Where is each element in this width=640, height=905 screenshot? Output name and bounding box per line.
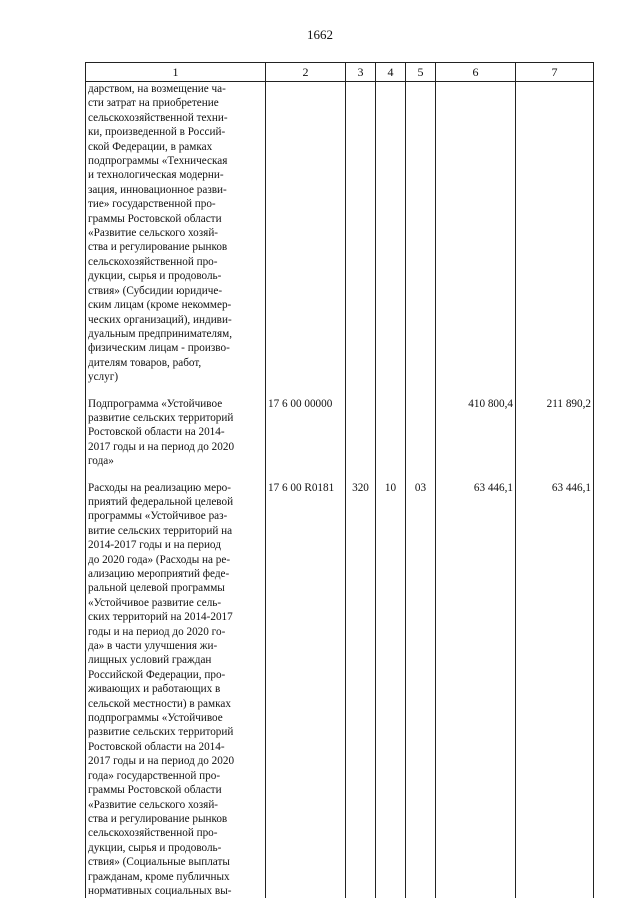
cell-expense-type <box>346 82 376 385</box>
spacer-cell <box>516 469 594 481</box>
table-row <box>86 397 594 469</box>
table-body <box>86 82 594 899</box>
spacer-cell <box>266 385 346 397</box>
cell-amount-plan: 63 446,1 <box>436 481 516 899</box>
name-line: дукции, сырья и продоволь- <box>88 270 222 283</box>
column-header-4: 4 <box>376 63 406 82</box>
name-line: «Развитие сельского хозяй- <box>88 798 219 811</box>
spacer-cell <box>436 385 516 397</box>
name-line: Ростовской области на 2014- <box>88 426 225 439</box>
spacer-cell <box>346 469 376 481</box>
spacer-cell <box>516 385 594 397</box>
name-line: развитие сельских территорий <box>88 411 234 424</box>
name-line: дарством, на возмещение ча- <box>88 83 226 95</box>
name-line: сти затрат на приобретение <box>88 97 219 110</box>
name-line: ства и регулирование рынков <box>88 812 228 825</box>
cell-name <box>86 82 266 385</box>
name-line: «Устойчивое развитие сель- <box>88 596 222 609</box>
spacer-cell <box>406 385 436 397</box>
name-line: дукции, сырья и продоволь- <box>88 841 222 854</box>
name-line: 2017 годы и на период до 2020 <box>88 755 235 768</box>
name-line: подпрограммы «Техническая <box>88 155 228 168</box>
spacer-cell <box>436 469 516 481</box>
spacer-cell <box>406 469 436 481</box>
page-number: 1662 <box>307 27 333 42</box>
name-line: нормативных социальных вы- <box>88 884 232 897</box>
name-line: 2014-2017 годы и на период <box>88 539 221 552</box>
name-line: да» в части улучшения жи- <box>88 640 218 653</box>
name-line: до 2020 года» (Расходы на ре- <box>88 553 231 566</box>
cell-subsection <box>406 82 436 385</box>
cell-expense-type <box>346 397 376 469</box>
name-line: живающих и работающих в <box>88 683 221 696</box>
name-line: витие сельских территорий на <box>88 524 233 537</box>
name-line: и технологическая модерни- <box>88 169 224 182</box>
cell-amount-actual: 211 890,2 <box>516 397 594 469</box>
cell-target-code: 17 6 00 00000 <box>266 397 346 469</box>
name-line: развитие сельских территорий <box>88 726 234 739</box>
table-row <box>86 82 594 385</box>
name-line: ским лицам (кроме некоммер- <box>88 299 232 312</box>
name-line: «Развитие сельского хозяй- <box>88 227 219 240</box>
name-line: сельскохозяйственной техни- <box>88 111 228 124</box>
name-line: сельскохозяйственной про- <box>88 255 218 268</box>
name-line: тие» государственной про- <box>88 198 216 211</box>
cell-amount-plan <box>436 82 516 385</box>
column-header-3: 3 <box>346 63 376 82</box>
name-line: года» государственной про- <box>88 769 221 782</box>
cell-subsection <box>406 397 436 469</box>
header-row <box>86 63 594 82</box>
spacer-cell <box>346 385 376 397</box>
name-line: Ростовской области на 2014- <box>88 740 225 753</box>
cell-subsection: 03 <box>406 481 436 899</box>
name-line: сельской местности) в рамках <box>88 697 231 710</box>
name-line: ческих организаций), индиви- <box>88 313 232 326</box>
name-line: программы «Устойчивое раз- <box>88 510 228 523</box>
spacer-cell <box>266 469 346 481</box>
column-header-1: 1 <box>86 63 266 82</box>
name-line: физическим лицам - произво- <box>88 342 230 355</box>
name-line: годы и на период до 2020 го- <box>88 625 226 638</box>
cell-section: 10 <box>376 481 406 899</box>
name-line: ствия» (Субсидии юридиче- <box>88 284 223 297</box>
column-header-5: 5 <box>406 63 436 82</box>
name-line: года» <box>88 455 114 468</box>
name-line: услуг) <box>88 371 119 384</box>
spacer-cell <box>86 385 266 397</box>
name-line: ализацию мероприятий феде- <box>88 568 230 580</box>
name-line: ства и регулирование рынков <box>88 241 228 254</box>
name-line: гражданам, кроме публичных <box>88 870 230 883</box>
cell-amount-plan: 410 800,4 <box>436 397 516 469</box>
name-line: ральной целевой программы <box>88 582 225 595</box>
name-line: ствия» (Социальные выплаты <box>88 856 230 869</box>
name-line: ки, произведенной в Россий- <box>88 126 226 139</box>
name-line: подпрограммы «Устойчивое <box>88 712 223 725</box>
spacer-cell <box>376 385 406 397</box>
cell-section <box>376 82 406 385</box>
spacer-cell <box>376 469 406 481</box>
name-line: Российской Федерации, про- <box>88 668 226 681</box>
cell-section <box>376 397 406 469</box>
row-spacer <box>86 469 594 481</box>
name-line: ской Федерации, в рамках <box>88 140 213 153</box>
column-header-7: 7 <box>516 63 594 82</box>
spacer-cell <box>86 469 266 481</box>
name-line: зация, инновационное разви- <box>88 183 227 196</box>
name-line: ских территорий на 2014-2017 <box>88 611 233 624</box>
name-line: Расходы на реализацию меро- <box>88 481 232 494</box>
cell-target-code <box>266 82 346 385</box>
budget-table <box>85 62 594 898</box>
name-line: лищных условий граждан <box>88 654 212 667</box>
name-line: дителям товаров, работ, <box>88 356 202 369</box>
cell-amount-actual <box>516 82 594 385</box>
name-line: сельскохозяйственной про- <box>88 827 218 840</box>
column-header-2: 2 <box>266 63 346 82</box>
name-line: граммы Ростовской области <box>88 784 222 797</box>
name-line: дуальным предпринимателям, <box>88 327 233 340</box>
cell-target-code: 17 6 00 R0181 <box>266 481 346 899</box>
cell-name <box>86 481 266 899</box>
cell-name <box>86 397 266 469</box>
column-header-6: 6 <box>436 63 516 82</box>
name-line: граммы Ростовской области <box>88 212 222 225</box>
cell-amount-actual: 63 446,1 <box>516 481 594 899</box>
table-row <box>86 481 594 899</box>
name-line: Подпрограмма «Устойчивое <box>88 397 223 410</box>
row-spacer <box>86 385 594 397</box>
name-line: 2017 годы и на период до 2020 <box>88 440 235 453</box>
cell-expense-type: 320 <box>346 481 376 899</box>
name-line: приятий федеральной целевой <box>88 495 234 508</box>
